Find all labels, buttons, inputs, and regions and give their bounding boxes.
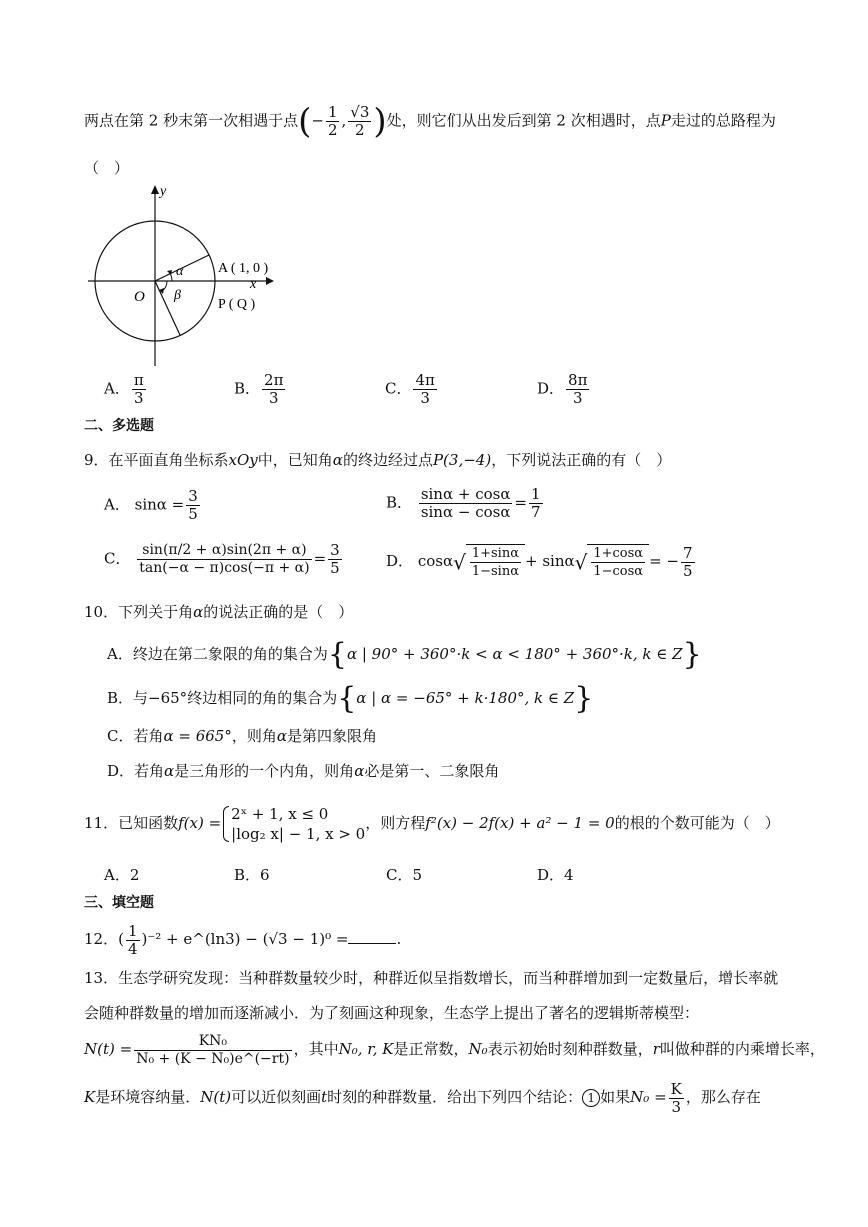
- q10-stem: 10．下列关于角α的说法正确的是（ ）: [84, 603, 354, 621]
- x-label: x: [250, 277, 257, 292]
- section-multi-choice: 二、多选题: [84, 418, 154, 434]
- q11-option-c[interactable]: C．5: [386, 866, 423, 884]
- q10-option-d[interactable]: D．若角α是三角形的一个内角，则角α必是第一、二象限角: [107, 762, 500, 780]
- q8-point-frac2: $\frac{√3}{2}$: [350, 103, 370, 139]
- q11-option-d[interactable]: D．4: [537, 866, 574, 884]
- q8-stem: 两点在第 2 秒末第一次相遇于点(− $\frac{1}{2}$ , $\frac{√3}{2}$ )处，则它们从出发后到第 2 次相遇时，点P走过的总路程为: [84, 101, 776, 142]
- q8-point-open: (: [298, 101, 312, 142]
- x-axis-arrow: [266, 277, 274, 285]
- q8-option-b[interactable]: B． $\frac{2\pi}{3}$: [234, 371, 284, 407]
- q13-line4: K是环境容纳量．N(t)可以近似刻画t时刻的种群数量．给出下列四个结论： 1 如果N₀ = $\frac{K}{3}$ ，那么存在: [84, 1079, 761, 1116]
- q9-option-c[interactable]: C． $\frac{\sin(\pi/2 + \alpha)\sin(2\pi + \alpha)}{\tan(-\alpha - \pi)\cos(-\pi + \alpha)}$ = $\frac{3}{5}$: [104, 541, 340, 577]
- q8-point-frac1: $\frac{1}{2}$: [327, 103, 338, 139]
- q8-point-close: ): [373, 101, 387, 142]
- q10-option-c[interactable]: C．若角α = 665°，则角α是第四象限角: [107, 727, 378, 745]
- q8-var-p: P: [660, 111, 671, 130]
- q9-option-d[interactable]: D． cosα√ $\frac{1+\sin\alpha}{1-\sin\alpha}$ + sinα√ $\frac{1+\cos\alpha}{1-\cos\alpha}$ = − $\frac{7}{5}$: [386, 543, 693, 580]
- alpha-label: α: [176, 264, 184, 279]
- unit-circle-figure: [88, 180, 298, 370]
- section-fill-blank: 三、填空题: [84, 895, 154, 911]
- q9-option-a[interactable]: A． sinα = $\frac{3}{5}$: [104, 487, 198, 523]
- point-a-label: A ( 1, 0 ): [218, 261, 269, 276]
- q11-option-b[interactable]: B．6: [234, 866, 270, 884]
- y-axis-arrow: [151, 185, 159, 194]
- q8-option-d[interactable]: D． $\frac{8\pi}{3}$: [537, 371, 588, 407]
- q8-option-c[interactable]: C． $\frac{4\pi}{3}$: [385, 371, 435, 407]
- q11-piecewise: 2ˣ + 1, x ≤ 0 |log₂ x| − 1, x > 0: [221, 804, 365, 844]
- beta-label: β: [174, 288, 181, 303]
- origin-label: O: [134, 289, 145, 305]
- q9-point: P(3,−4): [432, 451, 492, 469]
- q12: 12．( $\frac{1}{4}$ )⁻² + e^(ln3) − (√3 − 1)⁰ = .: [84, 921, 402, 958]
- q13-line1: 13．生态学研究发现：当种群数量较少时，种群近似呈指数增长，而当种群增加到一定数量后，增长率就: [84, 969, 779, 987]
- q8-text-end: 走过的总路程为: [670, 111, 776, 130]
- q12-answer-blank[interactable]: [348, 929, 396, 944]
- q9-stem: 9．在平面直角坐标系xOy中，已知角α的终边经过点P(3,−4)，下列说法正确的有（ ）: [84, 451, 672, 469]
- q8-option-a[interactable]: A． $\frac{\pi}{3}$: [104, 371, 144, 407]
- q8-paren: （ ）: [84, 159, 130, 177]
- q9-option-b[interactable]: B． $\frac{\sin\alpha + \cos\alpha}{\sin\alpha - \cos\alpha}$ = $\frac{1}{7}$: [386, 485, 541, 521]
- q11-option-a[interactable]: A．2: [104, 866, 140, 884]
- q11-stem: 11．已知函数f(x) = 2ˣ + 1, x ≤ 0 |log₂ x| − 1, x > 0 ，则方程f²(x) − 2f(x) + a² − 1 = 0的根的个数可能为（ ）: [84, 805, 780, 843]
- q10-option-b[interactable]: B．与−65°终边相同的角的集合为{α | α = −65° + k·180°, k ∈ Z}: [107, 681, 594, 716]
- q8-text-before: 两点在第 2 秒末第一次相遇于点: [84, 111, 299, 130]
- point-pq-label: P ( Q ): [218, 297, 256, 312]
- q10-option-a[interactable]: A．终边在第二象限的角的集合为{α | 90° + 360°·k < α < 180° + 360°·k, k ∈ Z}: [107, 637, 702, 672]
- q8-text-after: 处，则它们从出发后到第 2 次相遇时，点: [386, 111, 661, 130]
- circled-one: 1: [582, 1089, 600, 1107]
- q13-line3: N(t) = $\frac{\text{KN₀}}{\text{N₀ + (K − N₀)e\textasciicircum{}(−rt)}}$ ，其中N₀, r, K是正常数，N₀表示初始时刻种群数量，r叫做种群的内乘增长率，: [84, 1032, 825, 1067]
- q13-line2: 会随种群数量的增加而逐渐减小．为了刻画这种现象，生态学上提出了著名的逻辑斯蒂模型：: [84, 1004, 700, 1022]
- q8-minus: −: [311, 111, 324, 130]
- y-label: y: [160, 184, 167, 199]
